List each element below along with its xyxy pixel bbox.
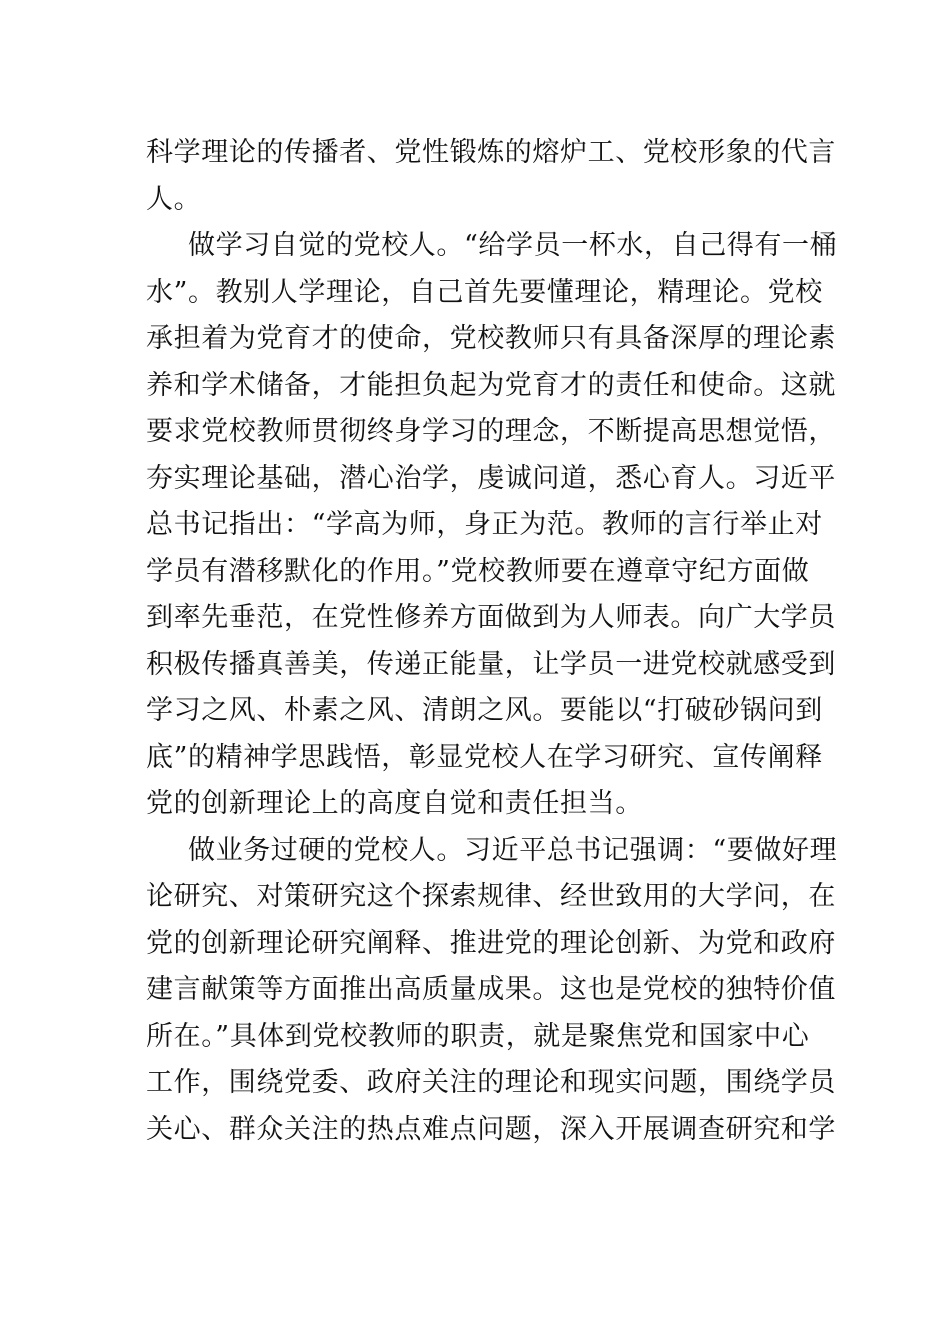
- text-line: 夯实理论基础，潜心治学，虔诚问道，悉心育人。习近平: [146, 462, 836, 494]
- text-line: 做学习自觉的党校人。“给学员一杯水，自己得有一桶: [188, 230, 838, 261]
- text-line: 建言献策等方面推出高质量成果。这也是党校的独特价值: [146, 974, 836, 1005]
- text-line: 底”的精神学思践悟，彰显党校人在学习研究、宣传阐释: [146, 741, 823, 773]
- paragraph: [146, 828, 838, 1154]
- text-line: 学习之风、朴素之风、清朗之风。要能以“打破砂锅问到: [146, 695, 823, 726]
- text-line: 所在。”具体到党校教师的职责，就是聚焦党和国家中心: [146, 1020, 810, 1052]
- text-line: 党的创新理论上的高度自觉和责任担当。: [146, 788, 643, 819]
- text-line: 关心、群众关注的热点难点问题，深入开展调查研究和学: [146, 1113, 836, 1145]
- text-line: 要求党校教师贯彻终身学习的理念，不断提高思想觉悟，: [146, 416, 836, 447]
- text-line: 养和学术储备，才能担负起为党育才的责任和使命。这就: [146, 369, 836, 401]
- text-line: 做业务过硬的党校人。习近平总书记强调：“要做好理: [188, 834, 838, 866]
- text-line: 党的创新理论研究阐释、推进党的理论创新、为党和政府: [146, 927, 836, 959]
- text-line: 人。: [146, 183, 202, 215]
- text-line: 水”。教别人学理论，自己首先要懂理论，精理论。党校: [146, 276, 823, 308]
- text-line: 总书记指出：“学高为师，身正为范。教师的言行举止对: [146, 509, 823, 540]
- text-line: 工作，围绕党委、政府关注的理论和现实问题，围绕学员: [146, 1067, 836, 1098]
- text-line: 科学理论的传播者、党性锻炼的熔炉工、党校形象的代言: [146, 137, 836, 168]
- text-line: 积极传播真善美，传递正能量，让学员一进党校就感受到: [146, 648, 836, 680]
- text-line: 论研究、对策研究这个探索规律、经世致用的大学问，在: [146, 881, 836, 912]
- paragraph: [146, 130, 836, 223]
- text-line: 学员有潜移默化的作用。”党校教师要在遵章守纪方面做: [146, 555, 810, 587]
- text-line: 承担着为党育才的使命，党校教师只有具备深厚的理论素: [146, 323, 836, 354]
- text-line: 到率先垂范，在党性修养方面做到为人师表。向广大学员: [146, 602, 836, 633]
- paragraph: [146, 223, 838, 828]
- document-body: [146, 130, 838, 1153]
